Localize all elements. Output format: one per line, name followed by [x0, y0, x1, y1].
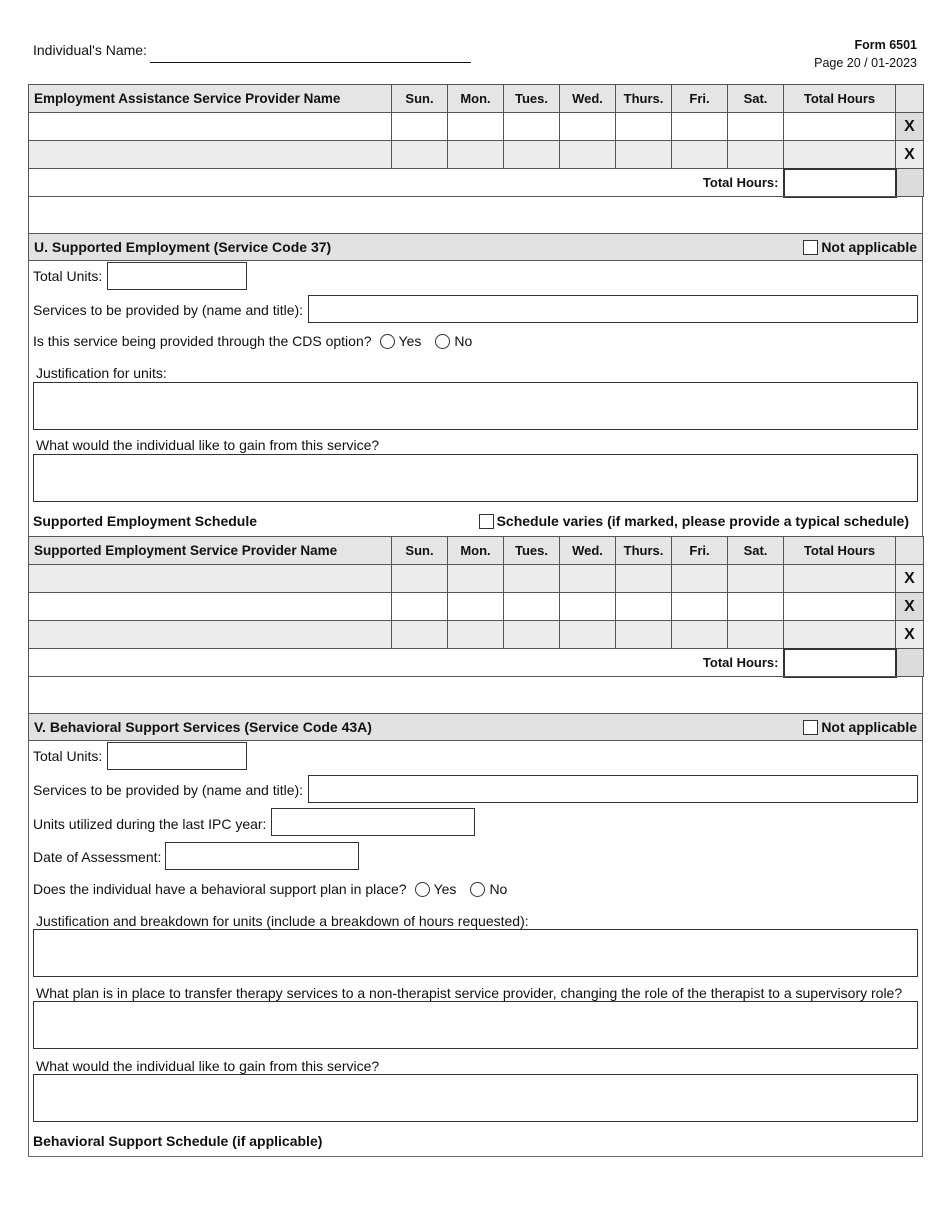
column-header: Tues. — [504, 85, 560, 113]
total-units-input[interactable] — [107, 262, 247, 290]
transfer-plan-label: What plan is in place to transfer therapy services to a non-therapist service provider, changing the role of the therapist to a supervisory role? — [36, 985, 903, 1001]
section-title: V. Behavioral Support Services (Service Code 43A) — [34, 719, 372, 735]
yes-radio[interactable] — [415, 882, 430, 897]
hours-cell[interactable] — [504, 593, 560, 621]
column-header: Thurs. — [616, 85, 672, 113]
column-header: Mon. — [448, 85, 504, 113]
no-label: No — [454, 333, 473, 349]
gain-label: What would the individual like to gain from this service? — [36, 437, 380, 453]
gain-label: What would the individual like to gain from this service? — [36, 1058, 380, 1074]
hours-cell[interactable] — [728, 565, 784, 593]
justification-label: Justification for units: — [36, 365, 167, 381]
hours-cell[interactable] — [728, 113, 784, 141]
column-header: Total Hours — [784, 85, 896, 113]
remove-row-button[interactable]: X — [896, 141, 924, 169]
hours-cell[interactable] — [728, 593, 784, 621]
total-row — [29, 649, 924, 677]
hours-cell[interactable] — [504, 565, 560, 593]
no-radio[interactable] — [470, 882, 485, 897]
section-v-header — [28, 713, 923, 741]
hours-cell[interactable] — [616, 141, 672, 169]
provider-name-cell[interactable] — [29, 565, 392, 593]
hours-cell[interactable] — [448, 141, 504, 169]
column-header: Wed. — [560, 537, 616, 565]
cds-question — [33, 333, 472, 349]
hours-cell[interactable] — [672, 621, 728, 649]
yes-radio[interactable] — [380, 334, 395, 349]
not-applicable-label: Not applicable — [821, 239, 917, 255]
total-hours-label: Total Hours: — [29, 649, 784, 677]
remove-row-button[interactable]: X — [896, 621, 924, 649]
column-header: Mon. — [448, 537, 504, 565]
total-units-label: Total Units: — [33, 748, 103, 764]
schedule-title: Behavioral Support Schedule (if applicable) — [33, 1133, 323, 1149]
justification-label: Justification and breakdown for units (include a breakdown of hours requested): — [36, 913, 529, 929]
total-hours-cell[interactable] — [784, 141, 896, 169]
hours-cell[interactable] — [392, 621, 448, 649]
hours-cell[interactable] — [616, 565, 672, 593]
provider-name-cell[interactable] — [29, 621, 392, 649]
not-applicable-option[interactable] — [803, 718, 917, 736]
column-header — [896, 85, 924, 113]
cds-question-text: Is this service being provided through the CDS option? — [33, 333, 372, 349]
provider-name-cell[interactable] — [29, 113, 392, 141]
column-header: Tues. — [504, 537, 560, 565]
provider-name-cell[interactable] — [29, 141, 392, 169]
total-row-end — [896, 649, 924, 677]
remove-row-button[interactable]: X — [896, 565, 924, 593]
hours-cell[interactable] — [504, 621, 560, 649]
column-header: Wed. — [560, 85, 616, 113]
column-header — [896, 537, 924, 565]
total-hours-cell[interactable] — [784, 593, 896, 621]
assessment-date-input[interactable] — [165, 842, 359, 870]
units-utilized-label: Units utilized during the last IPC year: — [33, 816, 267, 832]
table-row — [29, 593, 924, 621]
hours-cell[interactable] — [504, 141, 560, 169]
bsp-question-text: Does the individual have a behavioral support plan in place? — [33, 881, 407, 897]
column-header: Employment Assistance Service Provider Name — [29, 85, 392, 113]
gain-textarea[interactable] — [33, 454, 918, 502]
total-hours-cell[interactable] — [784, 565, 896, 593]
column-header: Supported Employment Service Provider Name — [29, 537, 392, 565]
checkbox[interactable] — [803, 720, 818, 735]
table-header-row — [29, 85, 924, 113]
hours-cell[interactable] — [616, 621, 672, 649]
hours-cell[interactable] — [448, 621, 504, 649]
page-info: Page 20 / 01-2023 — [814, 56, 917, 70]
column-header: Sat. — [728, 85, 784, 113]
column-header: Fri. — [672, 537, 728, 565]
hours-cell[interactable] — [392, 141, 448, 169]
total-hours-input[interactable] — [784, 649, 896, 677]
column-header: Fri. — [672, 85, 728, 113]
individual-name-field[interactable] — [150, 62, 471, 63]
checkbox[interactable] — [479, 514, 494, 529]
hours-cell[interactable] — [448, 593, 504, 621]
hours-cell[interactable] — [560, 141, 616, 169]
spacer-row — [28, 676, 923, 714]
provider-input[interactable] — [308, 295, 918, 323]
hours-cell[interactable] — [616, 113, 672, 141]
form-number: Form 6501 — [854, 38, 917, 52]
units-utilized-input[interactable] — [271, 808, 475, 836]
hours-cell[interactable] — [392, 565, 448, 593]
supported-employment-schedule-table — [28, 536, 924, 678]
table-row — [29, 565, 924, 593]
hours-cell[interactable] — [504, 113, 560, 141]
gain-textarea[interactable] — [33, 1074, 918, 1122]
total-units-input[interactable] — [107, 742, 247, 770]
hours-cell[interactable] — [560, 593, 616, 621]
spacer-row — [28, 196, 923, 234]
individual-name-label: Individual's Name: — [33, 42, 147, 58]
no-radio[interactable] — [435, 334, 450, 349]
total-hours-input[interactable] — [784, 169, 896, 197]
hours-cell[interactable] — [448, 565, 504, 593]
yes-label: Yes — [398, 333, 422, 349]
hours-cell[interactable] — [728, 141, 784, 169]
provider-name-cell[interactable] — [29, 593, 392, 621]
table-row — [29, 113, 924, 141]
hours-cell[interactable] — [392, 113, 448, 141]
hours-cell[interactable] — [672, 141, 728, 169]
hours-cell[interactable] — [560, 621, 616, 649]
table-header-row — [29, 537, 924, 565]
provider-input[interactable] — [308, 775, 918, 803]
total-row-end — [896, 169, 924, 197]
hours-cell[interactable] — [728, 621, 784, 649]
schedule-varies-label: Schedule varies (if marked, please provide a typical schedule) — [496, 513, 909, 529]
not-applicable-option[interactable] — [803, 238, 917, 256]
checkbox[interactable] — [803, 240, 818, 255]
column-header: Total Hours — [784, 537, 896, 565]
justification-textarea[interactable] — [33, 382, 918, 430]
column-header: Sun. — [392, 85, 448, 113]
hours-cell[interactable] — [672, 565, 728, 593]
hours-cell[interactable] — [616, 593, 672, 621]
hours-cell[interactable] — [392, 593, 448, 621]
yes-label: Yes — [433, 881, 457, 897]
total-hours-cell[interactable] — [784, 621, 896, 649]
provider-label: Services to be provided by (name and title): — [33, 302, 304, 318]
provider-label: Services to be provided by (name and title): — [33, 782, 304, 798]
column-header: Thurs. — [616, 537, 672, 565]
schedule-varies-option[interactable] — [479, 513, 909, 529]
hours-cell[interactable] — [448, 113, 504, 141]
table-row — [29, 621, 924, 649]
total-hours-label: Total Hours: — [29, 169, 784, 197]
remove-row-button[interactable]: X — [896, 113, 924, 141]
total-hours-cell[interactable] — [784, 113, 896, 141]
hours-cell[interactable] — [672, 593, 728, 621]
bsp-question — [33, 881, 507, 897]
column-header: Sat. — [728, 537, 784, 565]
schedule-title: Supported Employment Schedule — [33, 513, 258, 529]
section-u-header — [28, 233, 923, 261]
section-title: U. Supported Employment (Service Code 37) — [34, 239, 332, 255]
justification-textarea[interactable] — [33, 929, 918, 977]
not-applicable-label: Not applicable — [821, 719, 917, 735]
assessment-date-label: Date of Assessment: — [33, 849, 162, 865]
no-label: No — [489, 881, 508, 897]
remove-row-button[interactable]: X — [896, 593, 924, 621]
hours-cell[interactable] — [560, 565, 616, 593]
total-units-label: Total Units: — [33, 268, 103, 284]
total-row — [29, 169, 924, 197]
table-row — [29, 141, 924, 169]
employment-assistance-schedule-table — [28, 84, 924, 198]
hours-cell[interactable] — [560, 113, 616, 141]
transfer-plan-textarea[interactable] — [33, 1001, 918, 1049]
hours-cell[interactable] — [672, 113, 728, 141]
column-header: Sun. — [392, 537, 448, 565]
